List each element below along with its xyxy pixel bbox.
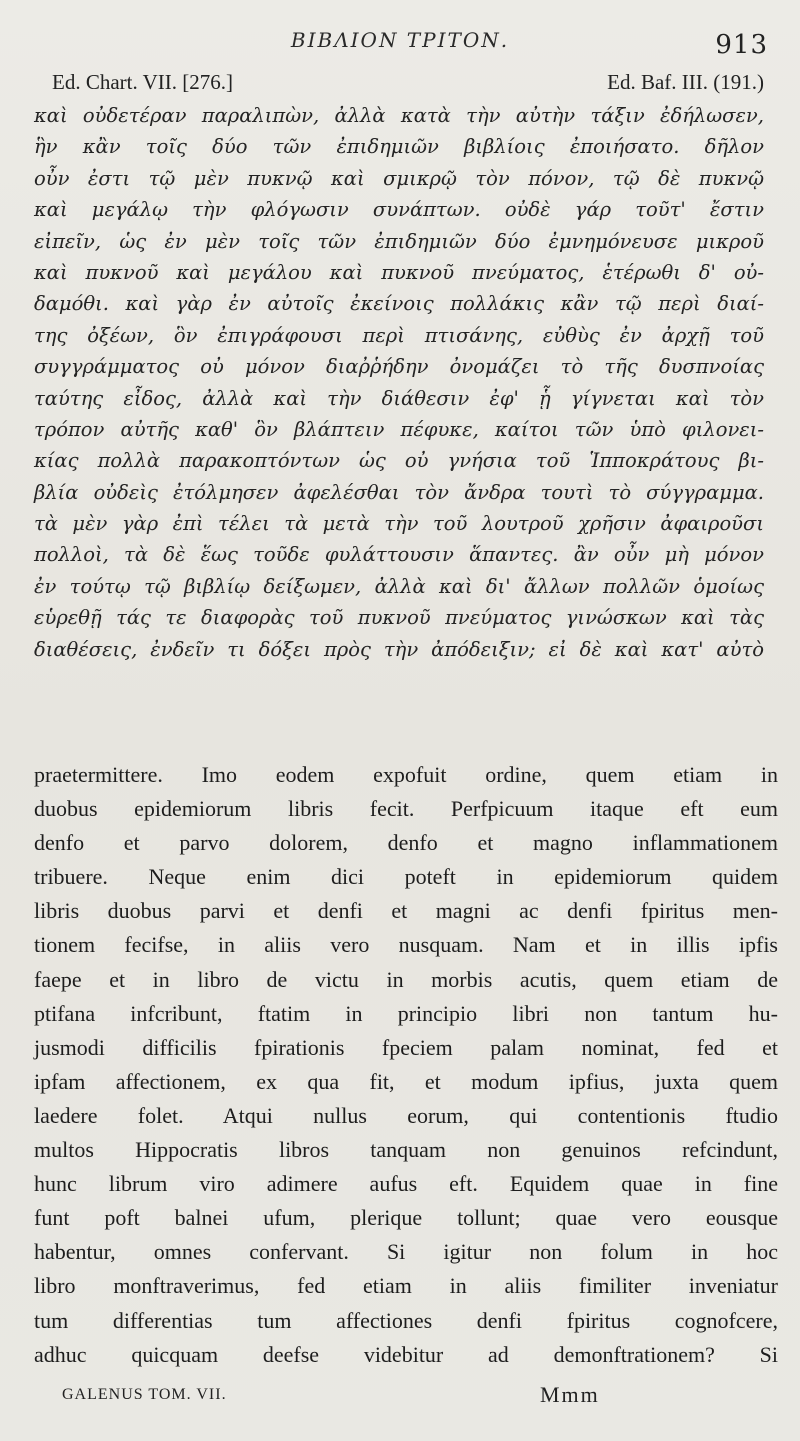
latin-text-block [34,758,778,1372]
edition-line [52,70,764,98]
greek-text-line: καὶ μεγάλῳ τὴν φλόγωσιν συνάπτων. οὐδὲ γάρ τοῦτ' ἔστιν [34,198,764,222]
footer-gathering-mark: Mmm [540,1382,600,1407]
latin-text-line: faepe et in libro de victu in morbis acutis, quem etiam de [34,966,778,992]
latin-text-line: multos Hippocratis libros tanquam non genuinos refcindunt, [34,1137,778,1163]
greek-text-line: συγγράμματος οὐ μόνον διαῤῥήδην ὀνομάζει τὸ τῆς δυσπνοίας [34,355,764,379]
latin-text-line: ipfam affectionem, ex qua fit, et modum ipfius, juxta quem [34,1068,778,1094]
latin-text-line: tionem fecifse, in aliis vero nusquam. Nam et in illis ipfis [34,932,778,958]
greek-text-line: της ὀξέων, ὃν ἐπιγράφουσι περὶ πτισάνης, εὐθὺς ἐν ἀρχῇ τοῦ [34,323,764,347]
greek-text-line: δαμόθι. καὶ γὰρ ἐν αὐτοῖς ἐκείνοις πολλάκις κἂν τῷ περὶ διαί- [34,292,764,316]
greek-text-line: πολλοὶ, τὰ δὲ ἕως τοῦδε φυλάττουσιν ἅπαντες. ἂν οὖν μὴ μόνον [34,543,764,567]
latin-text-line: laedere folet. Atqui nullus eorum, qui contentionis ftudio [34,1102,778,1128]
latin-text-line: denfo et parvo dolorem, denfo et magno inflammationem [34,830,778,856]
greek-text-line: τρόπον αὐτῆς καθ' ὃν βλάπτειν πέφυκε, καίτοι τῶν ὑπὸ φιλονει- [34,417,764,441]
page-number: 913 [715,30,768,60]
greek-text-line: εἰπεῖν, ὡς ἐν μὲν τοῖς τῶν ἐπιδημιῶν δύο ἐμνημόνευσε μικροῦ [34,229,764,253]
latin-text-line: libris duobus parvi et denfi et magni ac denfi fpiritus men- [34,898,778,924]
greek-text-line: καὶ οὐδετέραν παραλιπὼν, ἀλλὰ κατὰ τὴν αὐτὴν τάξιν ἐδήλωσεν, [34,104,764,127]
greek-text-line: καὶ πυκνοῦ καὶ μεγάλου καὶ πυκνοῦ πνεύματος, ἑτέρωθι δ' οὐ- [34,260,764,284]
latin-text-line: funt poft balnei ufum, plerique tollunt; quae vero eousque [34,1205,778,1231]
page-footer [62,1382,760,1412]
greek-text-line: τὰ μὲν γὰρ ἐπὶ τέλει τὰ μετὰ τὴν τοῦ λουτροῦ χρῆσιν ἀφαιροῦσι [34,512,764,536]
latin-text-line: ptifana infcribunt, ftatim in principio libri non tantum hu- [34,1000,778,1026]
greek-text-line: διαθέσεις, ἐνδεῖν τι δόξει πρὸς τὴν ἀπόδειξιν; εἰ δὲ καὶ κατ' αὐτὸ [34,637,764,661]
greek-text-line: ἐν τούτῳ τῷ βιβλίῳ δείξωμεν, ἀλλὰ καὶ δι' ἄλλων πολλῶν ὁμοίως [34,574,764,598]
greek-text-line: βλία οὐδεὶς ἐτόλμησεν ἀφελέσθαι τὸν ἄνδρα τουτὶ τὸ σύγγραμμα. [34,480,764,504]
latin-text-line: tum differentias tum affectiones denfi fpiritus cognofcere, [34,1307,778,1333]
greek-text-line: οὖν ἐστι τῷ μὲν πυκνῷ καὶ σμικρῷ τὸν πόνον, τῷ δὲ πυκνῷ [34,166,764,190]
running-title: BIBΛΙΟΝ ΤΡΙΤΟΝ. [290,28,510,52]
greek-text-line: κίας πολλὰ παρακοπτόντων ὡς οὐ γνήσια τοῦ Ἱπποκράτους βι- [34,449,764,473]
latin-text-line: libro monftraverimus, fed etiam in aliis fimiliter inveniatur [34,1273,778,1299]
latin-text-line: hunc librum viro adimere aufus eft. Equidem quae in fine [34,1171,778,1197]
greek-text-line: ταύτης εἶδος, ἀλλὰ καὶ τὴν διάθεσιν ἐφ' ᾗ γίγνεται καὶ τὸν [34,386,764,410]
greek-text-block [34,100,764,665]
latin-text-line: jusmodi difficilis fpirationis fpeciem palam nominat, fed et [34,1034,778,1060]
latin-text-line: praetermittere. Imo eodem expofuit ordine, quem etiam in [34,762,778,787]
latin-text-line: duobus epidemiorum libris fecit. Perfpicuum itaque eft eum [34,796,778,822]
greek-text-line: ἣν κἂν τοῖς δύο τῶν ἐπιδημιῶν βιβλίοις ἐποιήσατο. δῆλον [34,135,764,159]
footer-volume-signature: GALENUS TOM. VII. [62,1386,227,1403]
greek-text-line: εὑρεθῇ τάς τε διαφορὰς τοῦ πυκνοῦ πνεύματος γινώσκων καὶ τὰς [34,606,764,630]
latin-text-line: habentur, omnes confervant. Si igitur non folum in hoc [34,1239,778,1265]
edition-basel-reference: Ed. Baf. III. (191.) [607,70,764,94]
edition-chart-reference: Ed. Chart. VII. [276.] [52,70,233,94]
latin-text-line: adhuc quicquam deefse videbitur ad demonftrationem? Si [34,1341,778,1367]
latin-text-line: tribuere. Neque enim dici poteft in epidemiorum quidem [34,864,778,890]
